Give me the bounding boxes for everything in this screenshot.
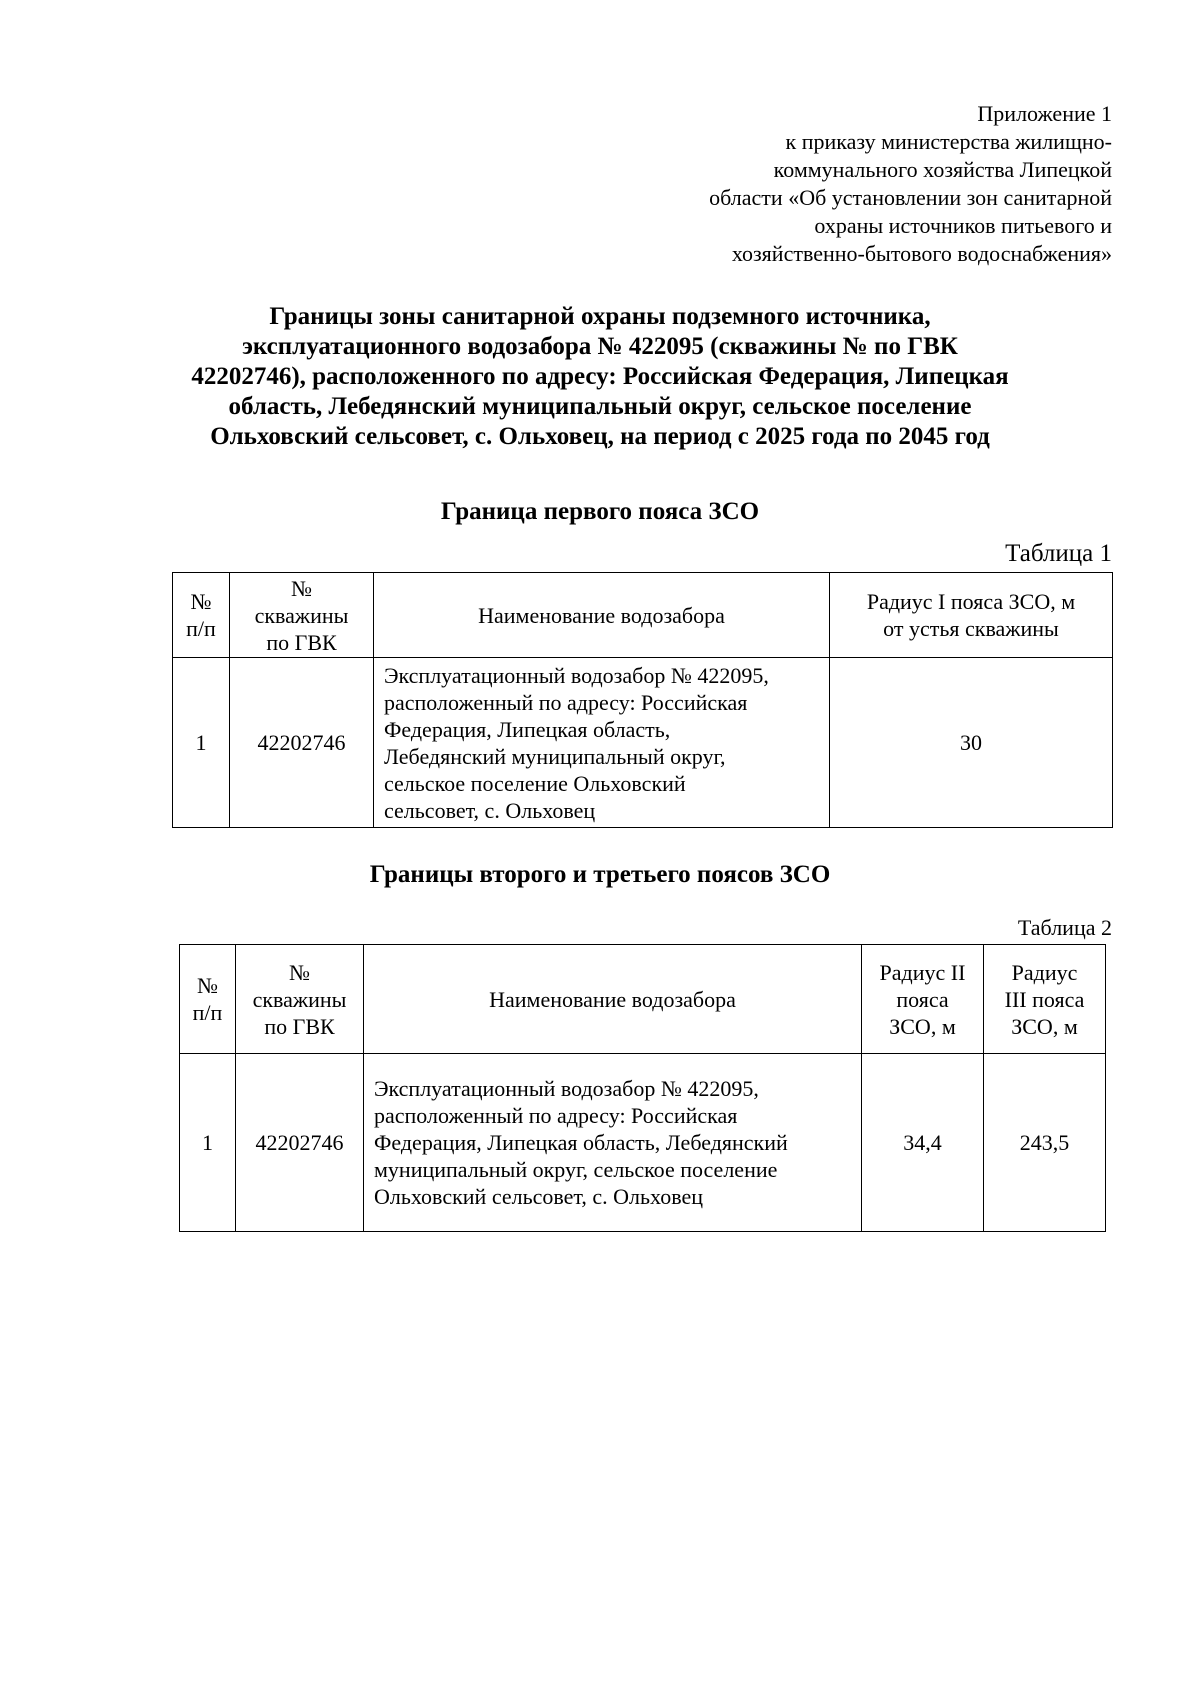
table1-caption: Таблица 1 bbox=[1005, 540, 1112, 567]
header-text: № bbox=[289, 959, 310, 985]
cell-name-line: Эксплуатационный водозабор № 422095, bbox=[374, 1076, 759, 1101]
table1-header-name bbox=[374, 573, 830, 658]
header-text: Наименование водозабора bbox=[478, 602, 725, 628]
appendix-line: охраны источников питьевого и bbox=[814, 213, 1112, 238]
title-line: область, Лебедянский муниципальный округ, сельское поселение bbox=[228, 393, 972, 420]
header-text: скважины bbox=[254, 602, 349, 628]
cell-radius2: 34,4 bbox=[862, 1054, 984, 1232]
cell-name bbox=[364, 1054, 862, 1232]
cell-well: 42202746 bbox=[236, 1054, 364, 1232]
table2-header-name bbox=[364, 945, 862, 1054]
table1-header-well bbox=[230, 573, 374, 658]
cell-name-line: муниципальный округ, сельское поселение bbox=[374, 1157, 778, 1182]
appendix-line: коммунального хозяйства Липецкой bbox=[773, 157, 1112, 182]
header-text: п/п bbox=[186, 616, 216, 641]
section1-heading: Граница первого пояса ЗСО bbox=[440, 498, 760, 525]
header-text: скважины bbox=[252, 986, 347, 1012]
cell-name-line: Лебедянский муниципальный округ, bbox=[384, 743, 726, 769]
cell-num: 1 bbox=[173, 658, 230, 828]
header-text: от устья скважины bbox=[883, 616, 1059, 641]
cell-num: 1 bbox=[180, 1054, 236, 1232]
table1-header-num bbox=[173, 573, 230, 658]
table-1 bbox=[172, 572, 1113, 828]
header-text: п/п bbox=[192, 1000, 223, 1025]
title-line: 42202746), расположенного по адресу: Российская Федерация, Липецкая bbox=[191, 363, 1009, 390]
table2-caption: Таблица 2 bbox=[1017, 915, 1112, 940]
header-text: ЗСО, м bbox=[889, 1013, 956, 1039]
appendix-line: Приложение 1 bbox=[977, 101, 1112, 126]
cell-name-line: расположенный по адресу: Российская bbox=[384, 689, 748, 715]
header-text: № bbox=[190, 589, 212, 614]
appendix-line: хозяйственно-бытового водоснабжения» bbox=[731, 241, 1112, 266]
table-row bbox=[180, 1054, 1106, 1232]
document-title bbox=[150, 302, 1050, 452]
header-text: пояса bbox=[896, 986, 949, 1012]
title-line: Ольховский сельсовет, с. Ольховец, на период с 2025 года по 2045 год bbox=[210, 423, 990, 450]
cell-well: 42202746 bbox=[230, 658, 374, 828]
cell-name-line: сельсовет, с. Ольховец bbox=[384, 797, 596, 823]
table-2 bbox=[179, 944, 1106, 1232]
table2-header-num bbox=[180, 945, 236, 1054]
header-text: Наименование водозабора bbox=[489, 986, 736, 1012]
cell-name-line: Ольховский сельсовет, с. Ольховец bbox=[374, 1184, 704, 1209]
table1-header-radius bbox=[830, 573, 1113, 658]
header-text: № bbox=[291, 575, 312, 601]
header-text: по ГВК bbox=[266, 629, 337, 655]
cell-name bbox=[374, 658, 830, 828]
cell-name-line: Федерация, Липецкая область, Лебедянский bbox=[374, 1130, 788, 1155]
appendix-line: области «Об установлении зон санитарной bbox=[709, 185, 1112, 210]
section2-heading: Границы второго и третьего поясов ЗСО bbox=[369, 861, 831, 888]
table-row bbox=[173, 658, 1113, 828]
cell-radius: 30 bbox=[830, 658, 1113, 828]
cell-name-line: сельское поселение Ольховский bbox=[384, 770, 686, 796]
appendix-header bbox=[592, 100, 1112, 268]
table2-header-radius2 bbox=[862, 945, 984, 1054]
table2-header-radius3 bbox=[984, 945, 1106, 1054]
table2-header-row bbox=[180, 945, 1106, 1054]
header-text: по ГВК bbox=[264, 1013, 335, 1039]
header-text: Радиус I пояса ЗСО, м bbox=[866, 589, 1076, 614]
header-text: № bbox=[197, 973, 218, 998]
header-text: III пояса bbox=[1004, 986, 1085, 1012]
cell-name-line: Федерация, Липецкая область, bbox=[384, 716, 671, 742]
title-line: Границы зоны санитарной охраны подземного источника, bbox=[269, 303, 931, 330]
cell-name-line: Эксплуатационный водозабор № 422095, bbox=[384, 662, 769, 688]
cell-radius3: 243,5 bbox=[984, 1054, 1106, 1232]
table1-header-row bbox=[173, 573, 1113, 658]
header-text: ЗСО, м bbox=[1011, 1013, 1078, 1039]
header-text: Радиус II bbox=[879, 959, 966, 985]
table2-header-well bbox=[236, 945, 364, 1054]
header-text: Радиус bbox=[1011, 959, 1078, 985]
title-line: эксплуатационного водозабора № 422095 (скважины № по ГВК bbox=[242, 333, 958, 360]
appendix-line: к приказу министерства жилищно- bbox=[785, 129, 1112, 154]
cell-name-line: расположенный по адресу: Российская bbox=[374, 1103, 738, 1128]
